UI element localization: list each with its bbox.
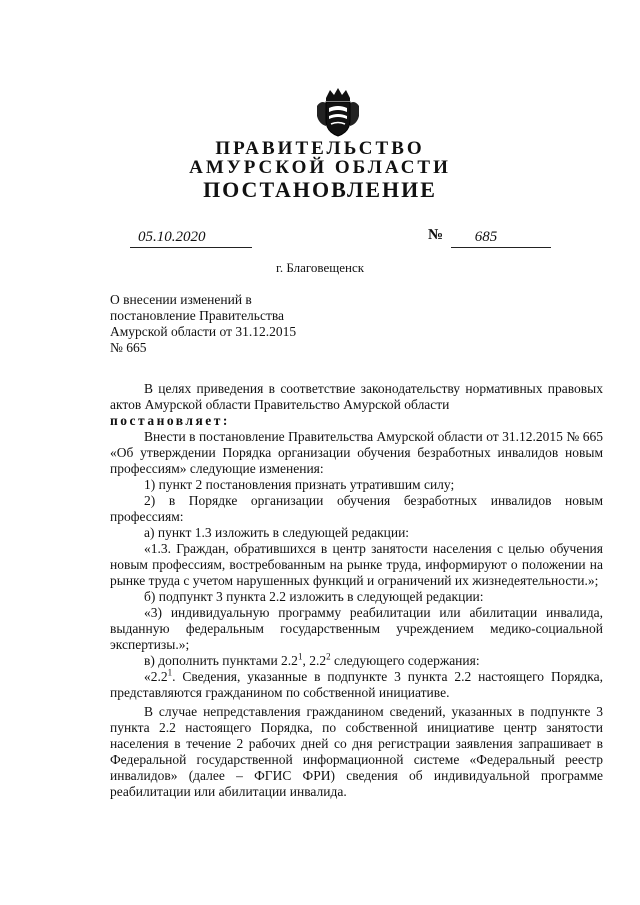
government-title: ПРАВИТЕЛЬСТВО (215, 138, 425, 159)
paragraph-keyword (110, 413, 603, 429)
paragraph-text: в) дополнить пунктами 2.2 (144, 653, 298, 668)
paragraph: 2) в Порядке организации обучения безработных инвалидов новым профессиям: (110, 493, 603, 524)
subject-line: № 665 (110, 340, 147, 355)
paragraph: а) пункт 1.3 изложить в следующей редакции: (144, 525, 410, 540)
resolution-keyword: постановляет: (110, 413, 230, 428)
paragraph: Внести в постановление Правительства Амурской области от 31.12.2015 № 665 «Об утверждении Порядка организации обучения безработных инвалидов новым профессиям» следующие изменения: (110, 429, 603, 476)
subject-line: О внесении изменений в (110, 292, 252, 307)
paragraph: б) подпункт 3 пункта 2.2 изложить в следующей редакции: (144, 589, 484, 604)
region-title: АМУРСКОЙ ОБЛАСТИ (189, 157, 451, 178)
paragraph-text: , 2.2 (302, 653, 327, 668)
paragraph: «3) индивидуальную программу реабилитации или абилитации инвалида, выданную федеральным государственным учреждением медико-социальной экспертизы.»; (110, 605, 603, 652)
paragraph-text: «2.2 (144, 669, 168, 684)
document-type-title: ПОСТАНОВЛЕНИЕ (203, 177, 437, 202)
amur-region-coat-of-arms-icon (313, 86, 363, 138)
number-label: № (428, 227, 444, 243)
paragraph-text: . Сведения, указанные в подпункте 3 пункта 2.2 настоящего Порядка, представляются гражданином по собственной инициативе. (110, 669, 603, 700)
paragraph (110, 669, 603, 701)
paragraph: В случае непредставления гражданином сведений, указанных в подпункте 3 пункта 2.2 настоящего Порядка, по собственной инициативе центр занятости населения в течение 2 рабочих дней со дня регистрации заявления запрашивает в Федеральной государственной информационной системе «Федеральный реестр инвалидов» (далее – ФГИС ФРИ) сведения об индивидуальной программе реабилитации или абилитации инвалида. (110, 704, 603, 799)
paragraph-text: следующего содержания: (330, 653, 480, 668)
city: г. Благовещенск (275, 260, 365, 275)
paragraph: 1) пункт 2 постановления признать утратившим силу; (144, 477, 455, 492)
document-number: 685 (451, 228, 551, 248)
subject-line: Амурской области от 31.12.2015 (110, 324, 297, 339)
superscript: 2 (326, 651, 331, 662)
paragraph-text: В целях приведения в соответствие законодательству нормативных правовых актов Амурской области Правительство Амурской области (110, 381, 603, 412)
superscript: 1 (167, 667, 173, 678)
paragraph: «1.3. Граждан, обратившихся в центр занятости населения с целью обучения новым профессиям, востребованным на рынке труда, информируют о положении на рынке труда с учетом нарушенных функций и ограничений их жизнедеятельности.»; (110, 541, 603, 588)
document-body (110, 381, 603, 800)
document-date: 05.10.2020 (130, 228, 252, 248)
paragraph (110, 381, 603, 413)
document-subject (110, 292, 320, 356)
superscript: 1 (297, 651, 303, 662)
subject-line: постановление Правительства (110, 308, 285, 323)
paragraph (110, 653, 603, 669)
